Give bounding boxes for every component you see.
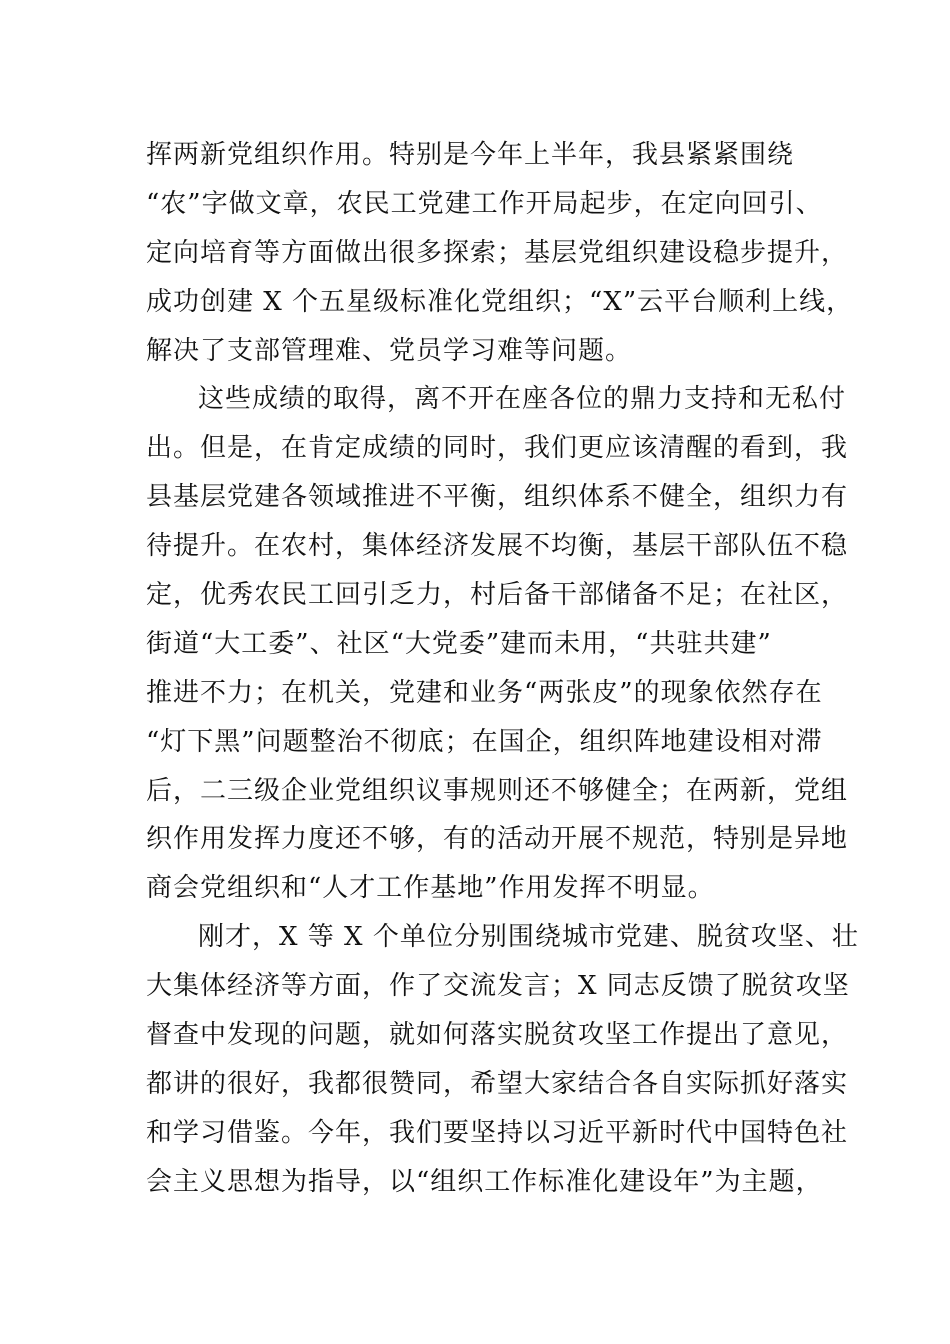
text-line: 县基层党建各领域推进不平衡，组织体系不健全，组织力有 bbox=[146, 482, 849, 513]
text-line: 和学习借鉴。今年，我们要坚持以习近平新时代中国特色社 bbox=[146, 1117, 849, 1148]
text-line: 这些成绩的取得，离不开在座各位的鼎力支持和无私付 bbox=[198, 384, 847, 415]
text-line: 都讲的很好，我都很赞同，希望大家结合各自实际抓好落实 bbox=[146, 1068, 849, 1099]
text-line: 解决了支部管理难、党员学习难等问题。 bbox=[146, 335, 633, 366]
text-line: 出。但是，在肯定成绩的同时，我们更应该清醒的看到，我 bbox=[146, 433, 849, 464]
text-line: 挥两新党组织作用。特别是今年上半年，我县紧紧围绕 bbox=[146, 140, 795, 170]
body-text bbox=[146, 131, 859, 1207]
text-line: “农”字做文章，农民工党建工作开局起步，在定向回引、 bbox=[146, 188, 823, 219]
text-line: 织作用发挥力度还不够，有的活动开展不规范，特别是异地 bbox=[146, 824, 849, 855]
text-line: 街道“大工委”、社区“大党委”建而未用，“共驻共建” bbox=[146, 628, 772, 659]
text-line: 后，二三级企业党组织议事规则还不够健全；在两新，党组 bbox=[146, 775, 849, 806]
text-line: 大集体经济等方面，作了交流发言；X 同志反馈了脱贫攻坚 bbox=[146, 971, 850, 1002]
text-line: 定，优秀农民工回引乏力，村后备干部储备不足；在社区， bbox=[146, 580, 849, 611]
text-line: 商会党组织和“人才工作基地”作用发挥不明显。 bbox=[146, 873, 715, 904]
text-line: “灯下黑”问题整治不彻底；在国企，组织阵地建设相对滞 bbox=[146, 726, 823, 757]
text-line: 待提升。在农村，集体经济发展不均衡，基层干部队伍不稳 bbox=[146, 531, 849, 562]
text-line: 推进不力；在机关，党建和业务“两张皮”的现象依然存在 bbox=[146, 677, 823, 708]
text-line: 定向培育等方面做出很多探索；基层党组织建设稳步提升， bbox=[146, 237, 849, 268]
text-line: 会主义思想为指导，以“组织工作标准化建设年”为主题， bbox=[146, 1166, 823, 1197]
text-line: 刚才，X 等 X 个单位分别围绕城市党建、脱贫攻坚、壮 bbox=[198, 922, 859, 953]
text-line: 成功创建 X 个五星级标准化党组织；“X”云平台顺利上线， bbox=[146, 286, 854, 317]
text-line: 督查中发现的问题，就如何落实脱贫攻坚工作提出了意见， bbox=[146, 1020, 849, 1051]
